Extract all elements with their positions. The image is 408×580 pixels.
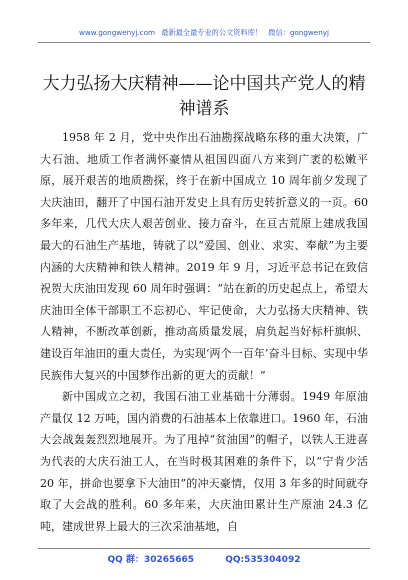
footer-qq-group: QQ 群：30265665	[107, 555, 195, 565]
page-footer	[0, 552, 408, 565]
paragraph-2: 新中国成立之初，我国石油工业基础十分薄弱。1949 年原油产量仅 12 万吨，国内消费的石油基本上依靠进口。1960 年，石油大会战轰轰烈烈地展开。为了甩掉“贫油国”的帽子，以铁人王进喜为代表的大庆石油工人，在当时极其困难的条件下，以“宁肯少活 20 年，拼命也要拿下大油田”的冲天豪情，仅用 3 年多的时间就夺取了大会战的胜利。60 多年来，大庆油田累计生产原油 24.3 亿吨，建成世界上最大的三次采油基地，自	[40, 390, 368, 533]
footer-qq: QQ:535304092	[225, 555, 301, 565]
footer-divider	[38, 548, 370, 549]
header-site-link[interactable]: www.gongwenyj.com	[78, 28, 156, 37]
header-slogan: 最新最全最专业的公文资料库！	[161, 28, 262, 37]
document-body	[40, 127, 368, 537]
paragraph-1: 1958 年 2 月，党中央作出石油勘探战略东移的重大决策，广大石油、地质工作者满怀豪情从祖国四面八方来到广袤的松嫩平原，展开艰苦的地质勘探，终于在新中国成立 10 周年前夕发现了大庆油田，翻开了中国石油开发史上具有历史转折意义的一页。60 多年来，几代大庆人艰苦创业、接力奋斗，在亘古荒原上建成我国最大的石油生产基地，铸就了以“爱国、创业、求实、奉献”为主要内涵的大庆精神和铁人精神。2019 年 9 月，习近平总书记在致信祝贺大庆油田发现 60 周年时强调：“站在新的历史起点上，希望大庆油田全体干部职工不忘初心、牢记使命，大力弘扬大庆精神、铁人精神，不断改革创新，推动高质量发展，肩负起当好标杆旗帜、建设百年油田的重大责任，为实现‘两个一百年’奋斗目标、实现中华民族伟大复兴的中国梦作出新的更大的贡献！”	[40, 131, 368, 382]
header-divider	[38, 42, 370, 43]
page-header	[0, 28, 408, 38]
header-wechat: 微信：gongwenyj	[268, 28, 330, 37]
document-title: 大力弘扬大庆精神——论中国共产党人的精神谱系	[42, 74, 366, 119]
